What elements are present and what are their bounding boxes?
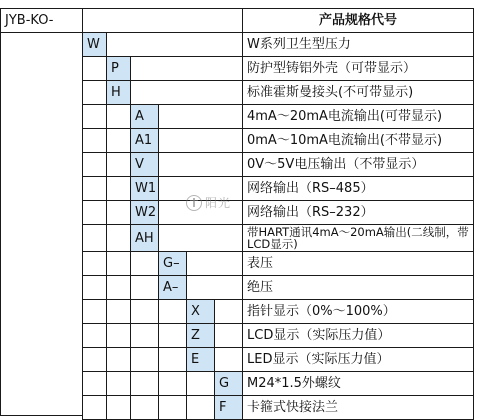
blank-cell: [106, 347, 131, 372]
spec-description-cell: 卡箍式快接法兰: [242, 395, 474, 420]
blank-cell: [106, 323, 131, 348]
blank-cell: [82, 152, 107, 177]
blank-cell: [106, 176, 131, 201]
blank-cell: [186, 275, 243, 300]
spec-code-cell: A1: [130, 128, 159, 153]
blank-cell: [158, 395, 187, 420]
blank-cell: [106, 32, 243, 57]
spec-description-cell: 标准霍斯曼接头(不可带显示): [242, 80, 474, 105]
blank-cell: [214, 323, 243, 348]
table-title: 产品规格代号: [242, 8, 474, 33]
blank-cell: [106, 128, 131, 153]
blank-cell: [82, 200, 107, 225]
blank-cell: [82, 323, 107, 348]
spec-description-cell: 表压: [242, 251, 474, 276]
spec-code-cell: G–: [158, 251, 187, 276]
blank-cell: [130, 251, 159, 276]
spec-code-cell: W2: [130, 200, 159, 225]
blank-cell: [82, 371, 107, 396]
spec-code-cell: F: [214, 395, 243, 420]
blank-cell: [82, 56, 107, 81]
blank-cell: [106, 224, 131, 252]
blank-cell: [130, 56, 243, 81]
spec-description-cell: 防护型铸铝外壳（可带显示）: [242, 56, 474, 81]
spec-description-cell: 0mA～10mA电流输出(不带显示): [242, 128, 474, 153]
blank-cell: [214, 347, 243, 372]
model-prefix-cell: JYB-KO-: [0, 8, 83, 33]
blank-cell: [82, 251, 107, 276]
blank-cell: [106, 299, 131, 324]
spec-code-cell: W: [82, 32, 107, 57]
blank-cell: [82, 104, 107, 129]
blank-cell: [106, 275, 131, 300]
spec-description-cell: 带HART通讯4mA～20mA输出(二线制，带LCD显示): [242, 224, 474, 252]
spec-description-cell: 绝压: [242, 275, 474, 300]
blank-cell: [158, 200, 243, 225]
blank-cell: [186, 395, 215, 420]
blank-cell: [158, 152, 243, 177]
blank-cell: [82, 347, 107, 372]
blank-cell: [82, 395, 107, 420]
blank-cell: [130, 323, 159, 348]
spec-code-cell: G: [214, 371, 243, 396]
spec-code-cell: A–: [158, 275, 187, 300]
blank-cell: [158, 224, 243, 252]
blank-cell: [158, 299, 187, 324]
spec-description-cell: W系列卫生型压力: [242, 32, 474, 57]
spec-description-cell: 指针显示（0%～100%）: [242, 299, 474, 324]
blank-cell: [82, 176, 107, 201]
spec-code-cell: A: [130, 104, 159, 129]
spec-description-cell: 网络输出（RS–232）: [242, 200, 474, 225]
blank-cell: [186, 371, 215, 396]
spec-description-cell: 4mA～20mA电流输出(可带显示): [242, 104, 474, 129]
blank-cell: [106, 104, 131, 129]
spec-description-cell: LED显示（实际压力值）: [242, 347, 474, 372]
blank-cell: [158, 128, 243, 153]
watermark-text: 阳光: [205, 196, 232, 210]
spec-description-cell: 0V～5V电压输出（不带显示）: [242, 152, 474, 177]
blank-cell: [130, 80, 243, 105]
spec-code-cell: Z: [186, 323, 215, 348]
blank-cell: [106, 395, 131, 420]
blank-cell: [130, 275, 159, 300]
blank-cell: [158, 104, 243, 129]
blank-cell: [106, 251, 131, 276]
spec-code-cell: AH: [130, 224, 159, 252]
blank-cell: [130, 347, 159, 372]
blank-cell: [214, 299, 243, 324]
blank-cell: [158, 371, 187, 396]
spec-code-cell: P: [106, 56, 131, 81]
blank-cell: [130, 299, 159, 324]
header-spacer-cell: [82, 8, 243, 33]
blank-cell: [106, 200, 131, 225]
blank-cell: [130, 371, 159, 396]
spec-description-cell: 网络输出（RS–485）: [242, 176, 474, 201]
spec-description-cell: LCD显示（实际压力值）: [242, 323, 474, 348]
spec-code-cell: X: [186, 299, 215, 324]
blank-cell: [82, 128, 107, 153]
blank-cell: [158, 323, 187, 348]
blank-cell: [106, 152, 131, 177]
spec-description-cell: M24*1.5外螺纹: [242, 371, 474, 396]
blank-cell: [130, 395, 159, 420]
blank-left-column: [0, 32, 83, 416]
spec-code-cell: W1: [130, 176, 159, 201]
spec-code-cell: E: [186, 347, 215, 372]
blank-cell: [82, 299, 107, 324]
blank-cell: [82, 275, 107, 300]
blank-cell: [158, 176, 243, 201]
blank-cell: [82, 224, 107, 252]
blank-cell: [158, 347, 187, 372]
spec-code-cell: V: [130, 152, 159, 177]
blank-cell: [106, 371, 131, 396]
blank-cell: [82, 80, 107, 105]
spec-code-cell: H: [106, 80, 131, 105]
blank-cell: [186, 251, 243, 276]
